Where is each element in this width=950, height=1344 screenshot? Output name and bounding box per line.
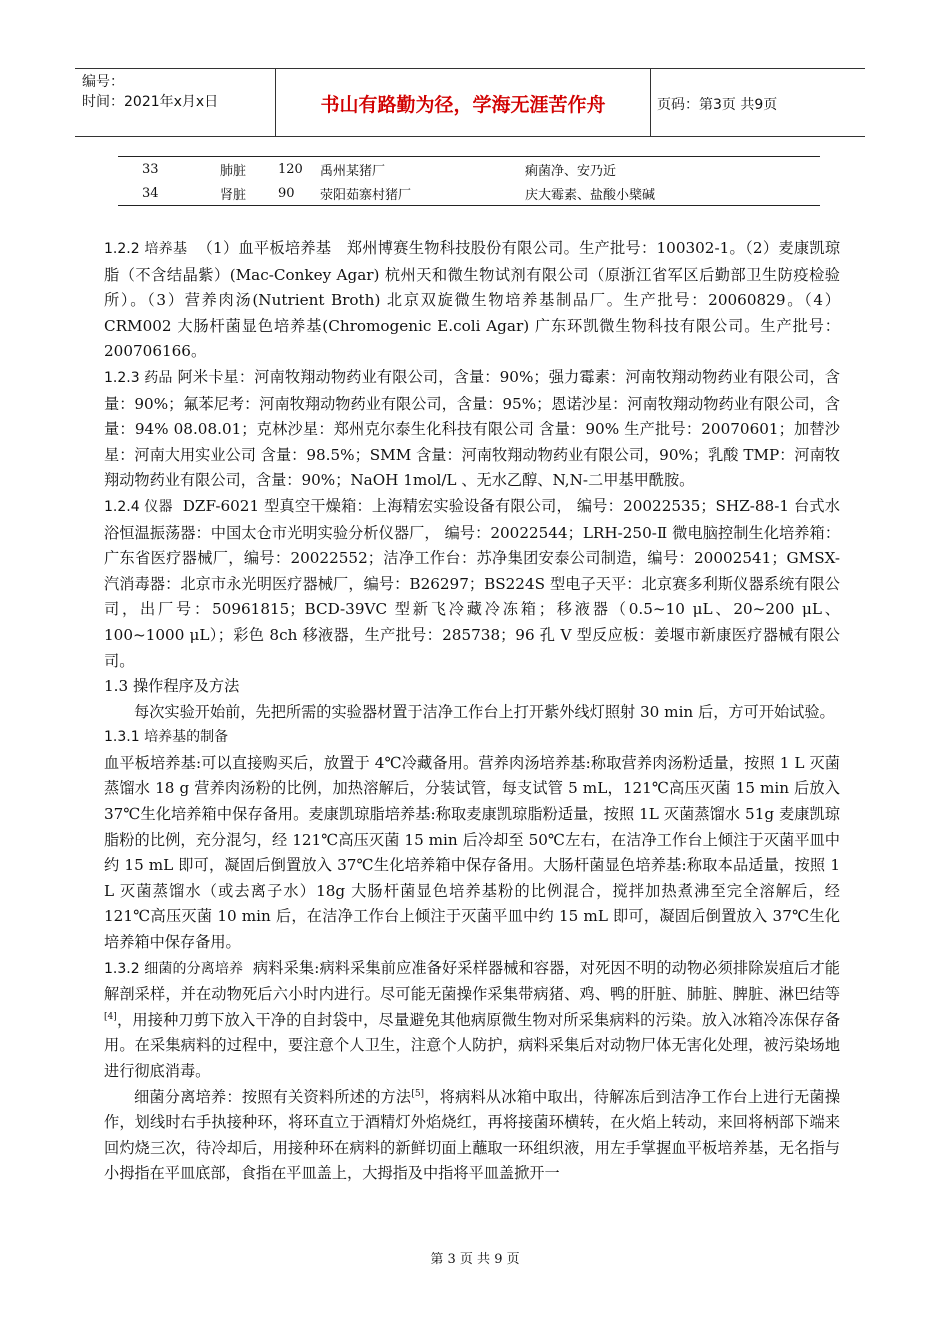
cell-no: 34 — [118, 181, 220, 206]
cell-weight: 90 — [278, 181, 320, 206]
paragraph-instruments — [104, 494, 840, 674]
cell-source: 禹州某猪厂 — [320, 157, 525, 182]
page-footer: 第 3 页 共 9 页 — [430, 1252, 520, 1267]
paragraph-text: 细菌分离培养：按照有关资料所述的方法 — [134, 1087, 412, 1106]
header-page-label: 页码：第3页 共9页 — [657, 97, 778, 113]
cell-source: 荥阳茹寨村猪厂 — [320, 181, 525, 206]
cell-drugs: 庆大霉素、盐酸小檗碱 — [525, 181, 820, 206]
cell-drugs: 痢菌净、安乃近 — [525, 157, 820, 182]
paragraph-text: 阿米卡星：河南牧翔动物药业有限公司，含量：90%；强力霉素：河南牧翔动物药业有限公司，含量：90%；氟苯尼考：河南牧翔动物药业有限公司，含量：95%；恩诺沙星：河南牧翔动物药业有限公司，含量：94% 08.08.01；克林沙星：郑州克尔泰生化科技有限公司 含量：90% 生产批号：20070601；加替沙星：河南大用实业公司 含量：98.5%；SMM 含量：河南牧翔动物药业有限公司，90%；乳酸 TMP：河南牧翔动物药业有限公司，含量：90%；NaOH 1mol/L 、无水乙醇、N,N-二甲基甲酰胺。 — [104, 367, 840, 490]
header-top-rule — [75, 68, 865, 69]
paragraph-media — [104, 236, 840, 365]
paragraph-drugs — [104, 365, 840, 494]
paragraph-text: 病料采集:病料采集前应准备好采样器械和容器，对死因不明的动物必须排除炭疽后才能解剖采样，并在动物死后六小时内进行。尽可能无菌操作采集带病猪、鸡、鸭的肝脏、肺脏、脾脏、淋巴结等 — [104, 958, 840, 1004]
paragraph-procedure: 每次实验开始前，先把所需的实验器材置于洁净工作台上打开紫外线灯照射 30 min 后，方可开始试验。 — [134, 702, 835, 721]
citation: [4] — [104, 1011, 117, 1022]
paragraph-media-prep: 血平板培养基:可以直接购买后，放置于 4℃冷藏备用。营养肉汤培养基:称取营养肉汤粉适量，按照 1 L 灭菌蒸馏水 18 g 营养肉汤粉的比例，加热溶解后，分装试管，每支试管 5 mL，121℃高压灭菌 15 min 后放入 37℃生化培养箱中保存备用。麦康凯琼脂培养基:称取麦康凯琼脂粉适量，按照 1L 灭菌蒸馏水 51g 麦康凯琼脂粉的比例，充分混匀，经 121℃高压灭菌 15 min 后冷却至 50℃左右，在洁净工作台上倾注于灭菌平皿中约 15 mL 即可，凝固后倒置放入 37℃生化培养箱中保存备用。大肠杆菌显色培养基:称取本品适量，按照 1 L 灭菌蒸馏水（或去离子水）18g 大肠杆菌显色培养基粉的比例混合，搅拌加热煮沸至完全溶解后，经 121℃高压灭菌 10 min 后，在洁净工作台上倾注于灭菌平皿中约 15 mL 即可，凝固后倒置放入 37℃生化培养箱中保存备用。 — [104, 753, 840, 952]
paragraph-text: （1）血平板培养基 郑州博赛生物科技股份有限公司。生产批号：100302-1。（2）麦康凯琼脂（不含结晶紫）(Mac-Conkey Agar) 杭州天和微生物试剂有限公司（原浙江省军区后勤部卫生防疫检验所）。（3）营养肉汤(Nutrient Broth) 北京双旋微生物培养基制品厂。生产批号：20060829。（4）CRM002 大肠杆菌显色培养基(Chromogenic E.coli Agar) 广东环凯微生物科技有限公司。生产批号：200706166。 — [104, 239, 841, 361]
sample-table — [118, 156, 820, 206]
header-bottom-rule — [75, 136, 865, 137]
header-time: 时间：2021年x月x日 — [82, 94, 219, 110]
table-row — [118, 157, 820, 182]
cell-organ: 肾脏 — [220, 181, 278, 206]
cell-no: 33 — [118, 157, 220, 182]
section-heading: 1.3.1 培养基的制备 — [104, 729, 229, 746]
paragraph-text: ，用接种刀剪下放入干净的自封袋中，尽量避免其他病原微生物对所采集病料的污染。放入冰箱冷冻保存备用。在采集病料的过程中，要注意个人卫生，注意个人防护，病料采集后对动物尸体无害化处理，被污染场地进行彻底消毒。 — [104, 1010, 840, 1080]
citation: [5] — [411, 1088, 425, 1099]
header-motto: 书山有路勤为径，学海无涯苦作舟 — [320, 94, 606, 116]
cell-organ: 肺脏 — [220, 157, 278, 182]
document-body — [104, 236, 840, 1187]
section-heading: 1.3.2 细菌的分离培养 — [104, 960, 244, 977]
paragraph-isolation — [104, 1085, 840, 1187]
header-meta — [82, 72, 218, 112]
paragraph-text: DZF-6021 型真空干燥箱：上海精宏实验设备有限公司， 编号：20022535；SHZ-88-1 台式水浴恒温振荡器：中国太仓市光明实验分析仪器厂， 编号：20022544；LRH-250-Ⅱ 微电脑控制生化培养箱：广东省医疗器械厂，编号：20022552；洁净工作台：苏净集团安泰公司制造，编号：20002541；GMSX-汽消毒器：北京市永光明医疗器械厂，编号：B26297；BS224S 型电子天平：北京赛多利斯仪器系统有限公司，出厂号：50961815；BCD-39VC 型新飞冷藏冷冻箱；移液器（0.5~10 μL、20~200 μL、100~1000 μL）；彩色 8ch 移液器，生产批号：285738；96 孔 V 型反应板：姜堰市新康医疗器械有限公司。 — [104, 496, 840, 670]
section-heading: 1.2.2 培养基 — [104, 241, 188, 257]
section-heading: 1.2.3 药品 — [104, 369, 173, 386]
section-heading: 1.3 操作程序及方法 — [104, 677, 240, 696]
cell-weight: 120 — [278, 157, 320, 182]
header-divider — [650, 68, 651, 136]
section-heading: 1.2.4 仪器 — [104, 498, 173, 515]
paragraph-sampling — [104, 956, 840, 1085]
table-row — [118, 181, 820, 206]
paragraph-text: ，将病料从冰箱中取出，待解冻后到洁净工作台上进行无菌操作，划线时右手执接种环，将环直立于酒精灯外焰烧红，再将接菌环横转，在火焰上转动，来回将柄部下端来回灼烧三次，待冷却后，用接种环在病料的新鲜切面上蘸取一环组织液，用左手掌握血平板培养基，无名指与小拇指在平皿底部，食指在平皿盖上，大拇指及中指将平皿盖掀开一 — [104, 1087, 841, 1183]
header-number: 编号： — [82, 74, 124, 90]
